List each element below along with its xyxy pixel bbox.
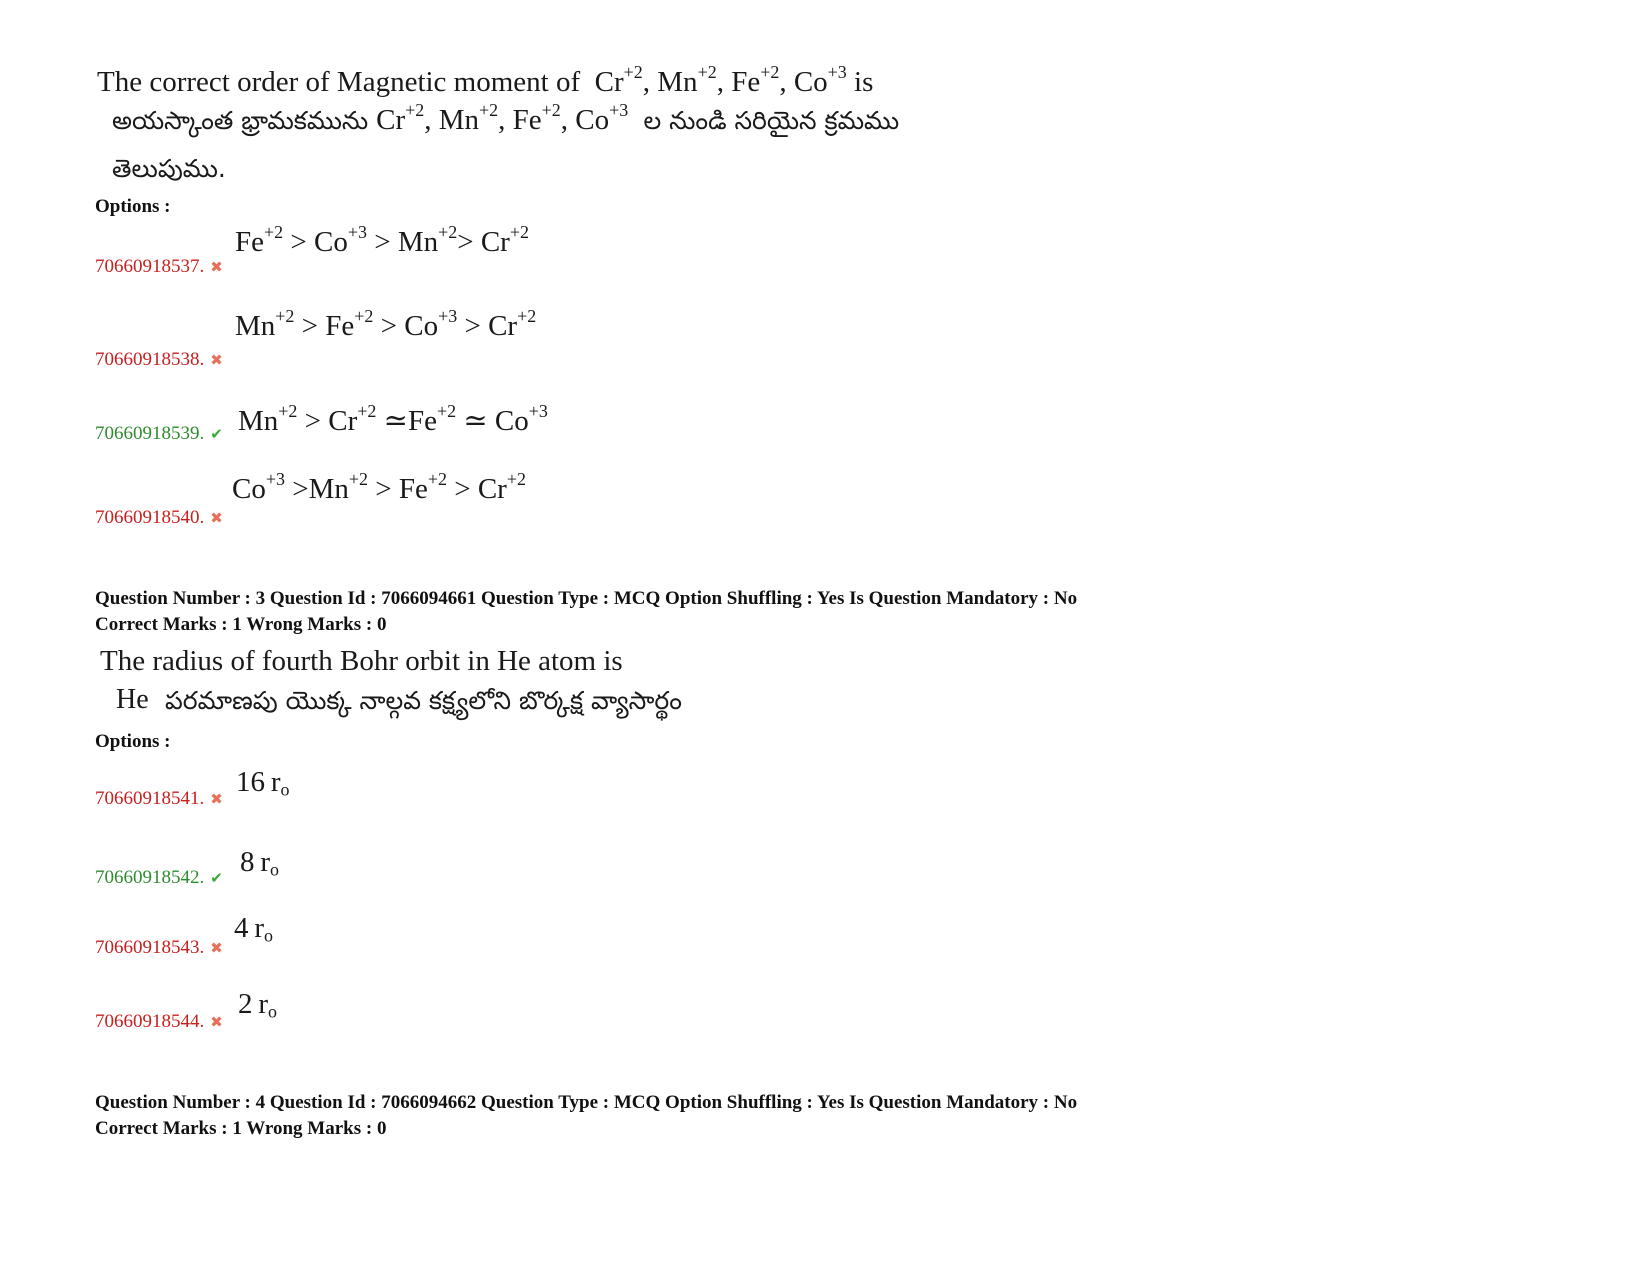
option-answer[interactable]: $Mn^{+2} > Cr^{+2}$ $≃Fe^{+2}$ ≃ $Co^{+3}$ — [238, 401, 548, 437]
option-answer[interactable]: $Co^{+3} >Mn^{+2} > Fe^{+2} > Cr^{+2}$ — [232, 469, 526, 505]
ion-cr: $Cr^{+2}$ — [594, 62, 643, 98]
question-marks: Correct Marks : 1 Wrong Marks : 0 — [95, 614, 387, 635]
question-meta: Question Number : 3 Question Id : 7066094661 Question Type : MCQ Option Shuffling : Yes Is Question Mandatory : No — [95, 588, 1078, 609]
option-id: 70660918544. ✖ — [95, 1011, 223, 1032]
cross-icon: ✖ — [210, 790, 223, 808]
question-text-te: He — [116, 684, 149, 715]
option-answer[interactable]: 2 $r_o$ — [238, 988, 277, 1022]
question-meta: Question Number : 4 Question Id : 7066094662 Question Type : MCQ Option Shuffling : Yes Is Question Mandatory : No — [95, 1092, 1078, 1113]
cross-icon: ✖ — [210, 351, 223, 369]
cross-icon: ✖ — [210, 939, 223, 957]
cross-icon: ✖ — [210, 258, 223, 276]
ion-co: $Co^{+3}$ — [793, 62, 847, 98]
check-icon: ✔ — [210, 425, 223, 443]
option-id: 70660918543. ✖ — [95, 937, 223, 958]
option-answer[interactable]: $Fe^{+2} > Co^{+3} > Mn^{+2}> Cr^{+2}$ — [235, 222, 529, 258]
cross-icon: ✖ — [210, 1013, 223, 1031]
option-id: 70660918541. ✖ — [95, 788, 223, 809]
option-answer[interactable]: 8 $r_o$ — [240, 846, 279, 880]
check-icon: ✔ — [210, 869, 223, 887]
question-text-te-line2: తెలుపుము. — [112, 154, 226, 183]
options-label: Options : — [95, 196, 171, 217]
question-text-en: The correct order of Magnetic moment of $Cr^{+2}$, $Mn^{+2}$, $Fe^{+2}$, $Co^{+3}$ is — [97, 62, 874, 98]
ion-fe: $Fe^{+2}$ — [731, 62, 780, 98]
cross-icon: ✖ — [210, 509, 223, 527]
options-label: Options : — [95, 731, 171, 752]
option-id: 70660918537. ✖ — [95, 256, 223, 277]
option-answer[interactable]: 16 $r_o$ — [236, 766, 290, 800]
option-answer[interactable]: 4 $r_o$ — [234, 912, 273, 946]
option-id: 70660918538. ✖ — [95, 349, 223, 370]
ion-mn: $Mn^{+2}$ — [657, 62, 717, 98]
question-text-te: అయస్కాంత భ్రామకమును $Cr^{+2}$, $Mn^{+2}$, $Fe^{+2}$, $Co^{+3}$ ల నుండి సరియైన క్రమము — [112, 100, 900, 136]
question-text-en: The radius of fourth Bohr orbit in He atom is — [100, 645, 623, 677]
question-text-te-body: పరమాణపు యొక్క నాల్గవ కక్ష్యలోని బొర్కక్ష వ్యాసార్థం — [165, 686, 682, 715]
option-answer[interactable]: $Mn^{+2} > Fe^{+2} > Co^{+3} > Cr^{+2}$ — [235, 306, 537, 342]
option-id: 70660918540. ✖ — [95, 507, 223, 528]
option-id: 70660918542. ✔ — [95, 867, 223, 888]
option-id: 70660918539. ✔ — [95, 423, 223, 444]
question-marks: Correct Marks : 1 Wrong Marks : 0 — [95, 1118, 387, 1139]
